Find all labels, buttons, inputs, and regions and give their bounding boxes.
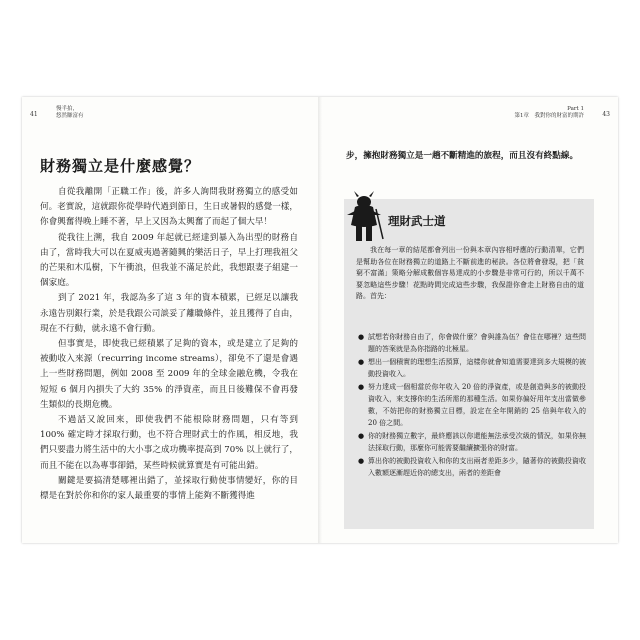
list-item <box>356 382 586 429</box>
bullet-icon: ● <box>358 383 365 392</box>
list-item-text: 你的財務獨立數字，最終應該以你還能無法承受次級的情況，如果你無法採取行動，那麼你可能需要繼續擴張你的財富。 <box>368 431 586 452</box>
book-title: 慢半拍， <box>56 106 79 112</box>
list-item <box>356 357 586 381</box>
list-item-text: 算出你的被動投資收入和你的支出兩者差距多少，隨著你的被動投資收入數額逐漸趕近你的總支出，兩者的差距會 <box>368 456 586 477</box>
paragraph: 關鍵是要搞清楚哪裡出錯了，並採取行動使事情變好，你的目標是在對於你和你的家人最重要的事情上能夠不斷獲得進 <box>40 475 298 502</box>
bullet-icon: ● <box>358 333 365 341</box>
left-page-number: 41 <box>30 111 38 118</box>
list-item <box>356 431 586 455</box>
action-sidebar <box>344 199 594 529</box>
paragraph: 到了 2021 年，我認為多了這 3 年的資本積累，已經足以讓我永遠告別銀行業，於是我跟公司談妥了離職條件，並且獲得了自由，現在不行動，就永遠不會行動。 <box>40 293 298 334</box>
paragraph: 不過話又說回來，即使我們不能根除財務問題，只有等到 100% 確定時才採取行動，也不符合理財武士的作風，相反地，我們只要盡力將生活中的大小事之成功機率提高到 70% 以上就行了，而且不能在以為專事卻錯，某些時候就算實是有可能出錯。 <box>40 415 298 471</box>
part-label: Part 1 <box>567 106 584 112</box>
list-item <box>356 332 586 356</box>
bullet-icon: ● <box>358 358 365 367</box>
sidebar-intro: 我在每一章的結尾都會列出一份與本章內容相呼應的行動清單，它們是幫助各位在財務獨立的道路上不斷前進的秘訣。各位將會發現，把「貧窮不富滿」策略分解成數個容易達成的小步驟是非常可行的，所以千萬不要忽略這些步驟！花點時間完成這些步驟，我保證你會走上財務自由的道路。首先： <box>356 246 584 301</box>
right-running-head <box>514 106 584 120</box>
book-spread <box>22 97 618 543</box>
left-body-text <box>40 185 298 504</box>
bullet-icon: ● <box>358 431 365 440</box>
continuation-text: 步，擁抱財務獨立是一趟不斷精進的旅程，而且沒有終點線。 <box>346 151 579 161</box>
left-page <box>22 97 320 543</box>
sidebar-title: 理財武士道 <box>388 214 446 228</box>
list-item-text: 想出一個積實的理想生活預算，這樣你就會知道需要達到多大規模的被動投資收入。 <box>368 358 586 378</box>
list-item <box>356 456 586 480</box>
samurai-icon <box>344 191 384 245</box>
right-page <box>320 97 618 543</box>
list-item-text: 努力達成一個相當於你年收入 20 倍的淨資產，或是創造與多的被動投資收入，來支撐你的生活所需的那種生活。如果你偏好用年支出當做參數，不妨把你的財務獨立目標，設定在全年開銷的 25 倍與年收入的 20 倍之間。 <box>368 383 586 427</box>
chapter-label: 第1章 我對你的財富的期許 <box>514 113 584 119</box>
paragraph: 從我往上溯，我自 2009 年起就已經達到暴入為出型的財務自由了，當時我大可以在夏威夷過著隨興的樂活日子，早上打理我祖父的芒果和木瓜樹，下午衝浪，但我並不滿足於此，我想跟妻子組建一個家庭。 <box>40 232 298 289</box>
section-heading: 財務獨立是什麼感覺？ <box>40 157 201 175</box>
list-item-text: 試想若你財務自由了，你會做什麼？會與誰為伍？會住在哪裡？這些問題的答案就是為你指路的北極星。 <box>368 333 586 353</box>
action-list <box>356 332 586 481</box>
paragraph: 但事實是，即使我已經積累了足夠的資本，或是建立了足夠的被動收入來源（recurring income streams），卻免不了還是會遇上一些財務問題，例如 2008 至 2009 年的全球金融危機，令我在短短 6 個月內損失了大約 35% 的淨資產，而且日後難保不會再發生類似的長期危機。 <box>40 339 298 410</box>
bullet-icon: ● <box>358 456 365 465</box>
left-running-head <box>56 106 84 120</box>
right-page-number: 43 <box>602 111 610 118</box>
book-subtitle: 悠然賺富有 <box>56 113 84 119</box>
paragraph: 自從我離開「正職工作」後，許多人詢問我財務獨立的感受如何。老實說，這就跟你從學時代過到節日，生日或暑假的感覺一樣，你會興奮得晚上睡不著，早上又因為太興奮了而起了個大早！ <box>40 187 298 228</box>
